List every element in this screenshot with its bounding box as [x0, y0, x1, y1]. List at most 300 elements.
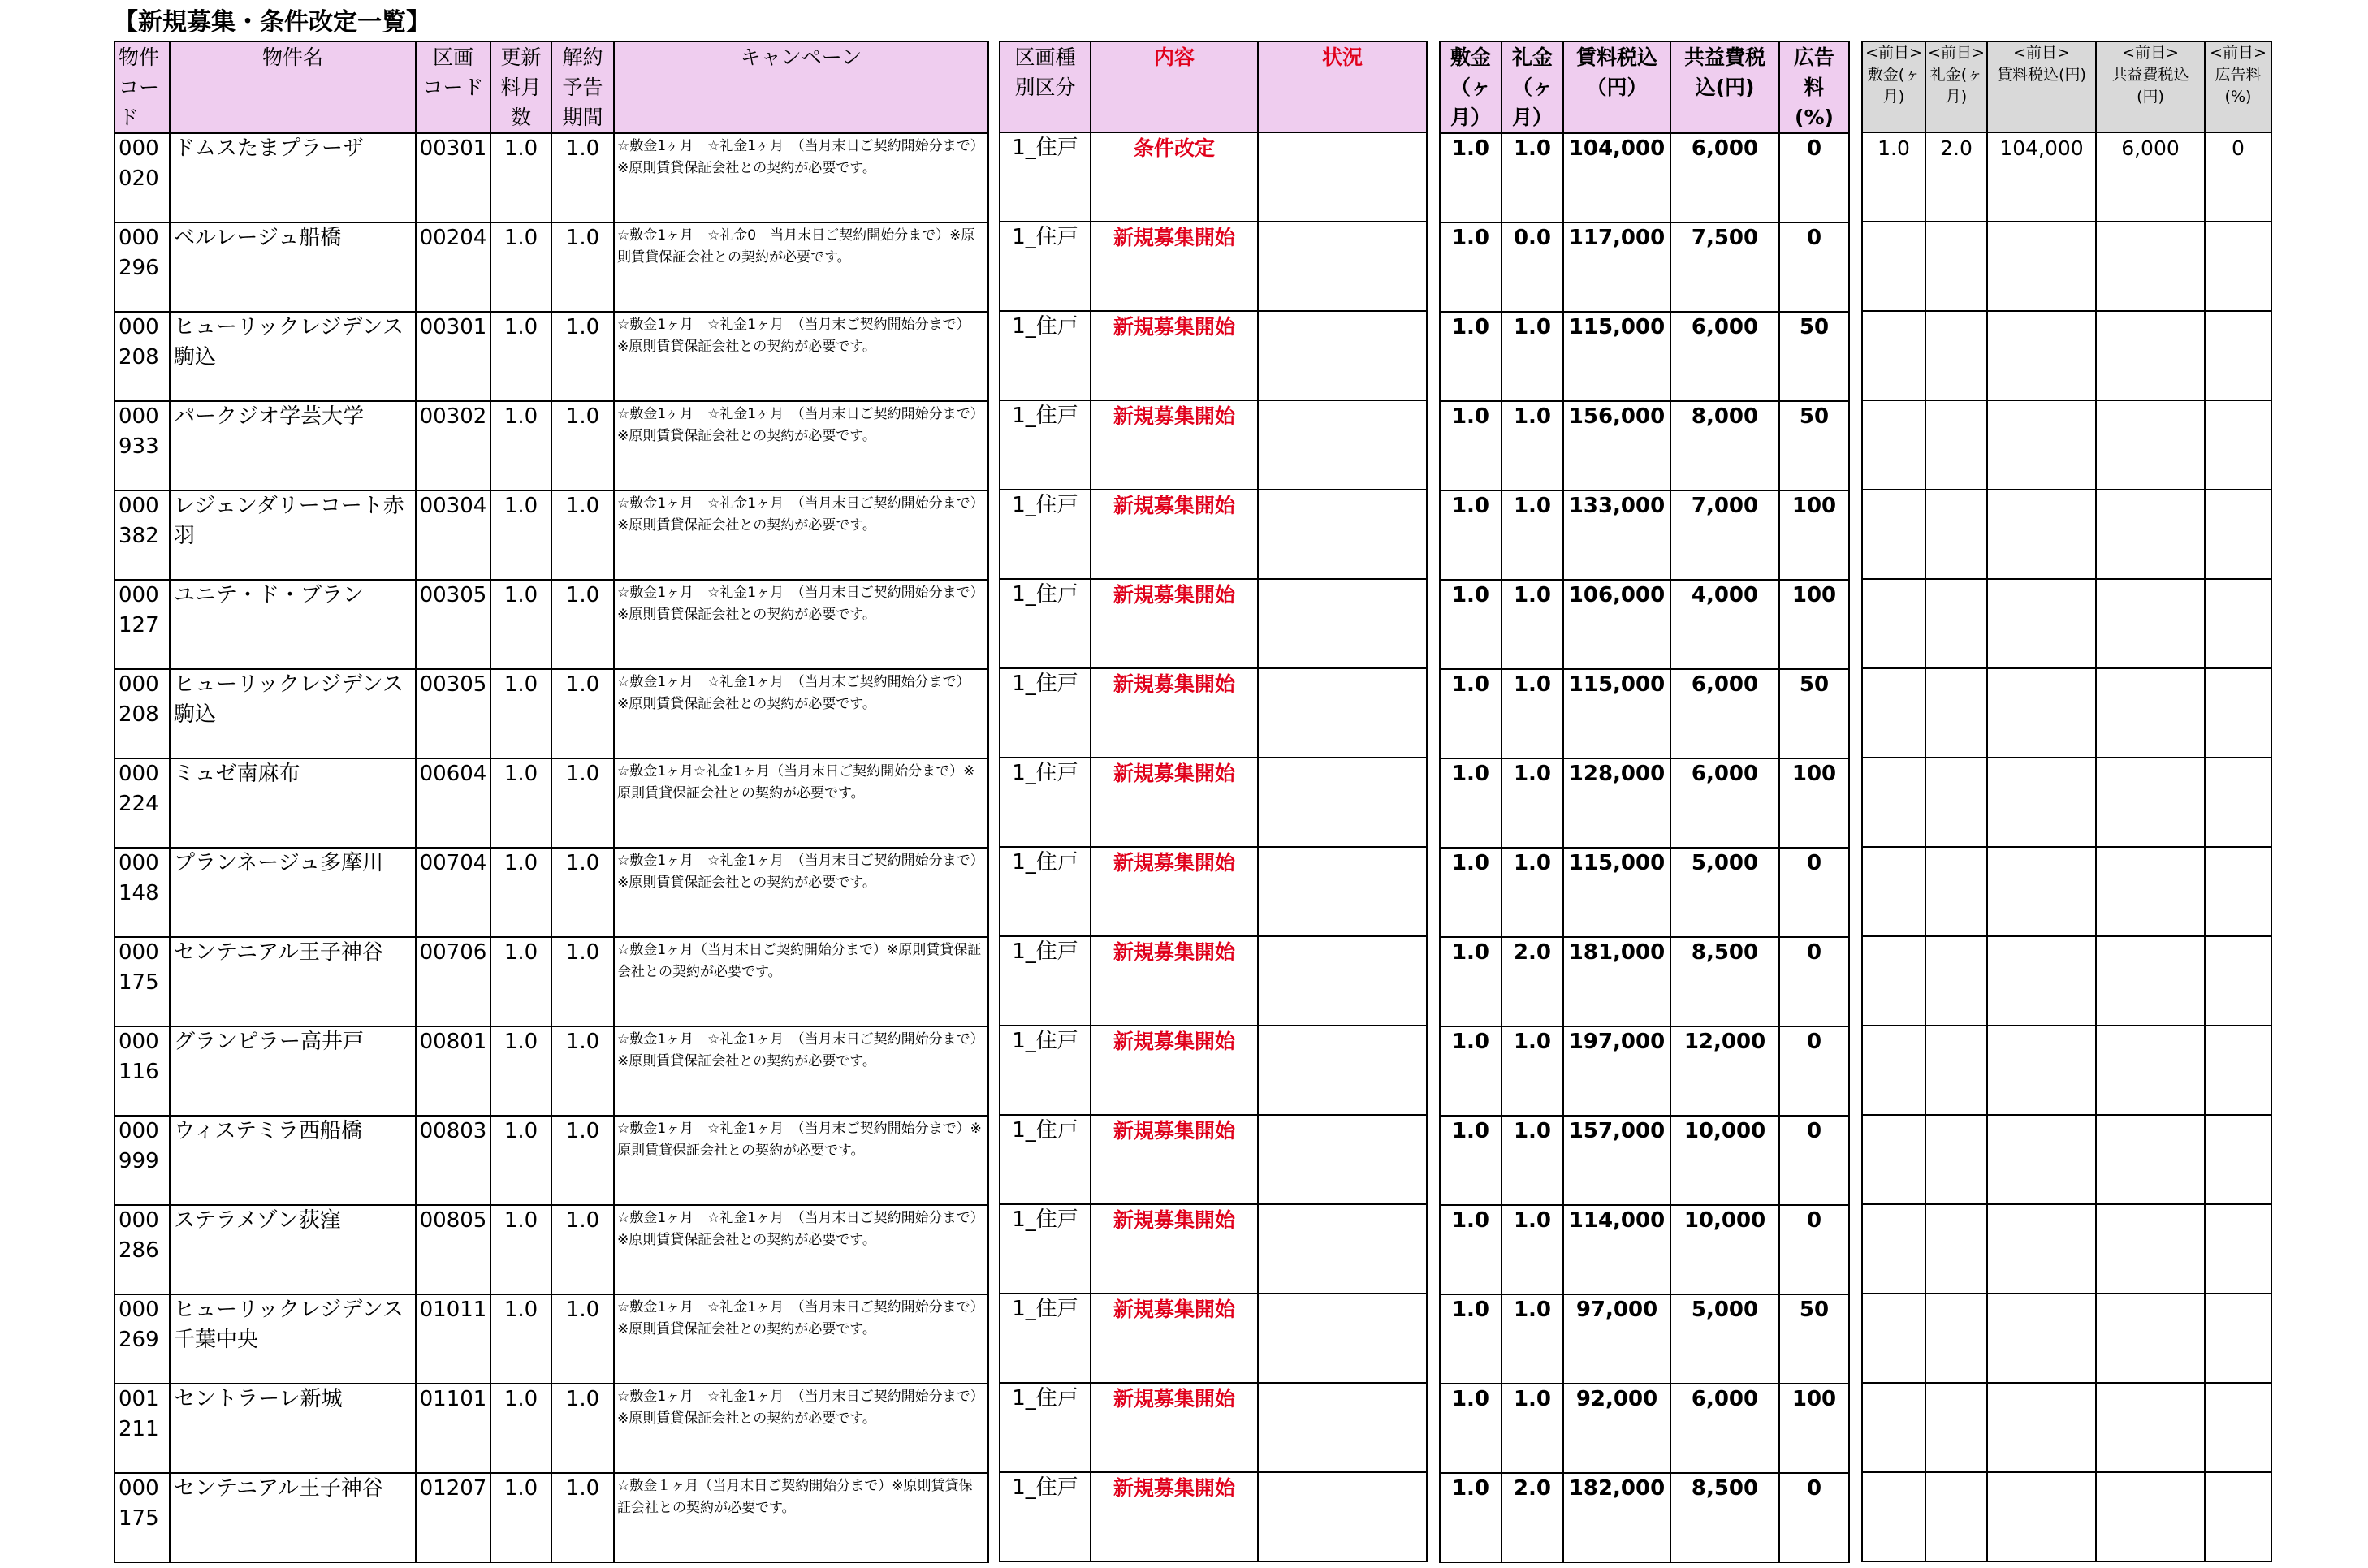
content-cell: 新規募集開始 [1091, 222, 1258, 311]
campaign-cell: ☆敷金1ヶ月 ☆礼金1ヶ月 （当月末ご契約開始分まで） ※原則賃貸保証会社との契約が必要です。 [614, 312, 988, 401]
property-code-cell: 000 020 [115, 133, 170, 222]
content-cell: 新規募集開始 [1091, 400, 1258, 490]
property-name-cell: ミュゼ南麻布 [170, 758, 416, 848]
section-code-cell: 00305 [416, 669, 490, 758]
header-prev-ad: <前日> 広告料 (%) [2205, 41, 2271, 132]
status-cell [1258, 1383, 1427, 1472]
content-cell: 新規募集開始 [1091, 1115, 1258, 1204]
table-row [115, 1294, 988, 1384]
property-name-cell: プランネージュ多摩川 [170, 848, 416, 937]
prev-key-money-cell [1925, 579, 1987, 668]
key-money-cell: 1.0 [1502, 758, 1563, 848]
prev-rent-cell [1987, 311, 2096, 400]
table-row [1862, 1115, 2271, 1204]
notice-period-cell: 1.0 [551, 669, 614, 758]
prev-common-fee-cell [2096, 668, 2205, 758]
header-key-money: 礼金 （ヶ 月） [1502, 41, 1563, 133]
header-notice: 解約 予告 期間 [551, 41, 614, 133]
deposit-cell: 1.0 [1440, 1294, 1502, 1384]
table-row [115, 490, 988, 580]
section-type-cell: 1_住戸 [1000, 847, 1091, 936]
section-type-cell: 1_住戸 [1000, 1026, 1091, 1115]
key-money-cell: 1.0 [1502, 490, 1563, 580]
header-status: 状況 [1258, 41, 1427, 132]
property-code-cell: 000 296 [115, 222, 170, 312]
prev-common-fee-cell [2096, 1115, 2205, 1204]
table-row [1862, 400, 2271, 490]
header-section-type: 区画種 別区分 [1000, 41, 1091, 132]
status-cell [1258, 1204, 1427, 1294]
property-name-cell: パークジオ学芸大学 [170, 401, 416, 490]
prev-deposit-cell [1862, 847, 1925, 936]
table-row [1862, 579, 2271, 668]
ad-fee-cell: 50 [1779, 669, 1849, 758]
status-cell [1258, 132, 1427, 222]
table-row [1000, 490, 1427, 579]
notice-period-cell: 1.0 [551, 1384, 614, 1473]
key-money-cell: 1.0 [1502, 133, 1563, 222]
renewal-months-cell: 1.0 [490, 1294, 551, 1384]
section-code-cell: 00301 [416, 133, 490, 222]
property-code-cell: 000 208 [115, 312, 170, 401]
prev-rent-cell [1987, 758, 2096, 847]
key-money-cell: 1.0 [1502, 312, 1563, 401]
common-fee-cell: 5,000 [1670, 848, 1779, 937]
notice-period-cell: 1.0 [551, 1026, 614, 1116]
prev-deposit-cell [1862, 579, 1925, 668]
status-cell [1258, 1115, 1427, 1204]
section-type-cell: 1_住戸 [1000, 936, 1091, 1026]
content-cell: 新規募集開始 [1091, 1472, 1258, 1562]
common-fee-cell: 8,500 [1670, 937, 1779, 1026]
table-row [1440, 848, 1849, 937]
property-code-cell: 000 933 [115, 401, 170, 490]
prev-key-money-cell [1925, 1472, 1987, 1562]
prev-common-fee-cell [2096, 847, 2205, 936]
prev-ad-fee-cell [2205, 668, 2271, 758]
prev-ad-fee-cell [2205, 1115, 2271, 1204]
table-row [1000, 1204, 1427, 1294]
rent-cell: 115,000 [1563, 669, 1670, 758]
content-cell: 新規募集開始 [1091, 1383, 1258, 1472]
table-row [1000, 1383, 1427, 1472]
common-fee-cell: 12,000 [1670, 1026, 1779, 1116]
property-code-cell: 000 208 [115, 669, 170, 758]
property-name-cell: セントラーレ新城 [170, 1384, 416, 1473]
prev-deposit-cell [1862, 758, 1925, 847]
ad-fee-cell: 0 [1779, 133, 1849, 222]
section-code-cell: 00301 [416, 312, 490, 401]
notice-period-cell: 1.0 [551, 848, 614, 937]
section-type-cell: 1_住戸 [1000, 1115, 1091, 1204]
prev-common-fee-cell [2096, 1204, 2205, 1294]
renewal-months-cell: 1.0 [490, 758, 551, 848]
key-money-cell: 1.0 [1502, 1294, 1563, 1384]
table-row [1000, 1026, 1427, 1115]
header-section-code: 区画 コード [416, 41, 490, 133]
section-code-cell: 01011 [416, 1294, 490, 1384]
content-cell: 新規募集開始 [1091, 1026, 1258, 1115]
content-cell: 新規募集開始 [1091, 490, 1258, 579]
deposit-cell: 1.0 [1440, 401, 1502, 490]
property-code-cell: 001 211 [115, 1384, 170, 1473]
prev-key-money-cell [1925, 400, 1987, 490]
content-cell: 新規募集開始 [1091, 936, 1258, 1026]
key-money-cell: 1.0 [1502, 401, 1563, 490]
prev-rent-cell [1987, 847, 2096, 936]
header-row [1440, 41, 1849, 133]
section-code-cell: 00706 [416, 937, 490, 1026]
key-money-cell: 1.0 [1502, 1026, 1563, 1116]
table-row [115, 580, 988, 669]
table-row [115, 1116, 988, 1205]
common-fee-cell: 7,000 [1670, 490, 1779, 580]
prev-deposit-cell [1862, 400, 1925, 490]
table-row [1440, 1294, 1849, 1384]
header-prev-rent: <前日> 賃料税込(円) [1987, 41, 2096, 132]
section-code-cell: 00204 [416, 222, 490, 312]
campaign-cell: ☆敷金1ヶ月 ☆礼金1ヶ月 （当月末日ご契約開始分まで） ※原則賃貸保証会社との契約が必要です。 [614, 1294, 988, 1384]
table-row [1440, 312, 1849, 401]
renewal-months-cell: 1.0 [490, 937, 551, 1026]
ad-fee-cell: 50 [1779, 401, 1849, 490]
section-type-cell: 1_住戸 [1000, 490, 1091, 579]
ad-fee-cell: 50 [1779, 1294, 1849, 1384]
table-row [1440, 133, 1849, 222]
key-money-cell: 0.0 [1502, 222, 1563, 312]
prev-key-money-cell: 2.0 [1925, 132, 1987, 222]
renewal-months-cell: 1.0 [490, 490, 551, 580]
table-row [1440, 490, 1849, 580]
common-fee-cell: 8,500 [1670, 1473, 1779, 1562]
prev-rent-cell [1987, 1294, 2096, 1383]
table-row [1862, 668, 2271, 758]
campaign-cell: ☆敷金1ヶ月 ☆礼金1ヶ月 （当月末ご契約開始分まで）※原則賃貸保証会社との契約が必要です。 [614, 1116, 988, 1205]
deposit-cell: 1.0 [1440, 1116, 1502, 1205]
prev-key-money-cell [1925, 222, 1987, 311]
prev-deposit-cell [1862, 1383, 1925, 1472]
table-row [1440, 758, 1849, 848]
renewal-months-cell: 1.0 [490, 580, 551, 669]
rent-cell: 115,000 [1563, 848, 1670, 937]
notice-period-cell: 1.0 [551, 222, 614, 312]
property-name-cell: センテニアル王子神谷 [170, 1473, 416, 1562]
notice-period-cell: 1.0 [551, 490, 614, 580]
table-row [1000, 668, 1427, 758]
property-code-cell: 000 286 [115, 1205, 170, 1294]
section-type-cell: 1_住戸 [1000, 1294, 1091, 1383]
prev-rent-cell [1987, 1204, 2096, 1294]
content-cell: 新規募集開始 [1091, 311, 1258, 400]
status-cell [1258, 1026, 1427, 1115]
prev-ad-fee-cell [2205, 758, 2271, 847]
table-row [1862, 758, 2271, 847]
property-code-cell: 000 382 [115, 490, 170, 580]
table-row [1862, 132, 2271, 222]
common-fee-cell: 10,000 [1670, 1205, 1779, 1294]
common-fee-cell: 4,000 [1670, 580, 1779, 669]
table-row [1440, 1473, 1849, 1562]
deposit-cell: 1.0 [1440, 848, 1502, 937]
campaign-cell: ☆敷金1ヶ月 ☆礼金1ヶ月 （当月末ご契約開始分まで） ※原則賃貸保証会社との契約が必要です。 [614, 669, 988, 758]
prev-common-fee-cell [2096, 579, 2205, 668]
prev-deposit-cell [1862, 1115, 1925, 1204]
header-common: 共益費税 込(円) [1670, 41, 1779, 133]
common-fee-cell: 6,000 [1670, 669, 1779, 758]
rent-cell: 128,000 [1563, 758, 1670, 848]
section-code-cell: 00305 [416, 580, 490, 669]
header-deposit: 敷金 （ヶ 月） [1440, 41, 1502, 133]
notice-period-cell: 1.0 [551, 312, 614, 401]
notice-period-cell: 1.0 [551, 758, 614, 848]
common-fee-cell: 8,000 [1670, 401, 1779, 490]
header-row [1862, 41, 2271, 132]
rent-cell: 97,000 [1563, 1294, 1670, 1384]
property-code-cell: 000 127 [115, 580, 170, 669]
prev-ad-fee-cell [2205, 936, 2271, 1026]
rent-cell: 197,000 [1563, 1026, 1670, 1116]
prev-deposit-cell [1862, 668, 1925, 758]
section-code-cell: 01101 [416, 1384, 490, 1473]
prev-key-money-cell [1925, 1026, 1987, 1115]
notice-period-cell: 1.0 [551, 937, 614, 1026]
status-cell [1258, 936, 1427, 1026]
property-code-cell: 000 148 [115, 848, 170, 937]
table-row [115, 1026, 988, 1116]
prev-ad-fee-cell [2205, 311, 2271, 400]
property-code-cell: 000 269 [115, 1294, 170, 1384]
property-name-cell: ステラメゾン荻窪 [170, 1205, 416, 1294]
prev-deposit-cell [1862, 1294, 1925, 1383]
table-row [115, 669, 988, 758]
section-code-cell: 00304 [416, 490, 490, 580]
key-money-cell: 1.0 [1502, 848, 1563, 937]
page-title: 【新規募集・条件改定一覧】 [114, 8, 430, 37]
ad-fee-cell: 50 [1779, 312, 1849, 401]
renewal-months-cell: 1.0 [490, 312, 551, 401]
status-cell [1258, 1472, 1427, 1562]
header-row [1000, 41, 1427, 132]
prev-common-fee-cell [2096, 1026, 2205, 1115]
property-name-cell: ヒューリックレジデンス駒込 [170, 669, 416, 758]
prev-rent-cell [1987, 668, 2096, 758]
content-cell: 条件改定 [1091, 132, 1258, 222]
deposit-cell: 1.0 [1440, 312, 1502, 401]
prev-key-money-cell [1925, 1294, 1987, 1383]
section-type-cell: 1_住戸 [1000, 1383, 1091, 1472]
prev-rent-cell [1987, 1115, 2096, 1204]
table-row [1862, 490, 2271, 579]
content-cell: 新規募集開始 [1091, 758, 1258, 847]
ad-fee-cell: 0 [1779, 848, 1849, 937]
renewal-months-cell: 1.0 [490, 1026, 551, 1116]
prev-rent-cell [1987, 490, 2096, 579]
deposit-cell: 1.0 [1440, 222, 1502, 312]
renewal-months-cell: 1.0 [490, 222, 551, 312]
property-code-cell: 000 999 [115, 1116, 170, 1205]
status-table [999, 41, 1428, 1562]
renewal-months-cell: 1.0 [490, 1205, 551, 1294]
rent-cell: 114,000 [1563, 1205, 1670, 1294]
table-row [115, 848, 988, 937]
section-type-cell: 1_住戸 [1000, 1472, 1091, 1562]
table-row [1000, 222, 1427, 311]
section-type-cell: 1_住戸 [1000, 579, 1091, 668]
common-fee-cell: 6,000 [1670, 758, 1779, 848]
renewal-months-cell: 1.0 [490, 1473, 551, 1562]
prev-deposit-cell [1862, 1472, 1925, 1562]
section-code-cell: 00302 [416, 401, 490, 490]
status-cell [1258, 490, 1427, 579]
table-row [1440, 1026, 1849, 1116]
campaign-cell: ☆敷金1ヶ月☆礼金1ヶ月（当月末日ご契約開始分まで）※原則賃貸保証会社との契約が必要です。 [614, 758, 988, 848]
rent-cell: 182,000 [1563, 1473, 1670, 1562]
prev-key-money-cell [1925, 1383, 1987, 1472]
table-row [1000, 311, 1427, 400]
header-row [115, 41, 988, 133]
key-money-cell: 1.0 [1502, 669, 1563, 758]
table-row [1440, 1116, 1849, 1205]
prev-key-money-cell [1925, 1115, 1987, 1204]
table-row [1862, 847, 2271, 936]
rent-cell: 181,000 [1563, 937, 1670, 1026]
section-type-cell: 1_住戸 [1000, 1204, 1091, 1294]
ad-fee-cell: 100 [1779, 1384, 1849, 1473]
renewal-months-cell: 1.0 [490, 669, 551, 758]
notice-period-cell: 1.0 [551, 1294, 614, 1384]
common-fee-cell: 7,500 [1670, 222, 1779, 312]
section-code-cell: 01207 [416, 1473, 490, 1562]
table-row [115, 312, 988, 401]
ad-fee-cell: 0 [1779, 222, 1849, 312]
notice-period-cell: 1.0 [551, 1116, 614, 1205]
prev-common-fee-cell [2096, 400, 2205, 490]
renewal-months-cell: 1.0 [490, 1116, 551, 1205]
header-prev-deposit: <前日> 敷金(ヶ 月) [1862, 41, 1925, 132]
section-type-cell: 1_住戸 [1000, 668, 1091, 758]
campaign-cell: ☆敷金1ヶ月 ☆礼金1ヶ月 （当月末日ご契約開始分まで） ※原則賃貸保証会社との契約が必要です。 [614, 133, 988, 222]
campaign-cell: ☆敷金１ヶ月（当月末日ご契約開始分まで）※原則賃貸保証会社との契約が必要です。 [614, 1473, 988, 1562]
table-row [1000, 132, 1427, 222]
deposit-cell: 1.0 [1440, 1384, 1502, 1473]
status-cell [1258, 1294, 1427, 1383]
table-row [115, 1384, 988, 1473]
table-row [1000, 579, 1427, 668]
table-row [1862, 1026, 2271, 1115]
header-prev-common: <前日> 共益費税込 (円) [2096, 41, 2205, 132]
prev-ad-fee-cell [2205, 579, 2271, 668]
ad-fee-cell: 100 [1779, 490, 1849, 580]
rent-cell: 117,000 [1563, 222, 1670, 312]
notice-period-cell: 1.0 [551, 401, 614, 490]
header-prev-key-money: <前日> 礼金(ヶ 月) [1925, 41, 1987, 132]
table-row [1440, 937, 1849, 1026]
prev-deposit-cell [1862, 222, 1925, 311]
property-code-cell: 000 224 [115, 758, 170, 848]
property-code-cell: 000 116 [115, 1026, 170, 1116]
prev-rent-cell [1987, 1383, 2096, 1472]
prev-deposit-cell [1862, 1026, 1925, 1115]
prev-common-fee-cell: 6,000 [2096, 132, 2205, 222]
property-code-cell: 000 175 [115, 937, 170, 1026]
campaign-cell: ☆敷金1ヶ月（当月末日ご契約開始分まで）※原則賃貸保証会社との契約が必要です。 [614, 937, 988, 1026]
common-fee-cell: 6,000 [1670, 312, 1779, 401]
status-cell [1258, 400, 1427, 490]
table-row [1862, 1383, 2271, 1472]
deposit-cell: 1.0 [1440, 937, 1502, 1026]
table-row [1862, 1294, 2271, 1383]
table-row [1000, 1472, 1427, 1562]
table-row [1440, 1205, 1849, 1294]
table-row [1862, 311, 2271, 400]
ad-fee-cell: 100 [1779, 758, 1849, 848]
key-money-cell: 2.0 [1502, 1473, 1563, 1562]
table-row [1440, 1384, 1849, 1473]
header-content: 内容 [1091, 41, 1258, 132]
header-name: 物件名 [170, 41, 416, 133]
prev-rent-cell [1987, 936, 2096, 1026]
prev-key-money-cell [1925, 668, 1987, 758]
header-renewal: 更新 料月 数 [490, 41, 551, 133]
prev-common-fee-cell [2096, 936, 2205, 1026]
previous-day-table [1861, 41, 2272, 1562]
common-fee-cell: 6,000 [1670, 133, 1779, 222]
section-type-cell: 1_住戸 [1000, 400, 1091, 490]
table-row [115, 401, 988, 490]
key-money-cell: 1.0 [1502, 1116, 1563, 1205]
deposit-cell: 1.0 [1440, 758, 1502, 848]
section-type-cell: 1_住戸 [1000, 311, 1091, 400]
rent-cell: 106,000 [1563, 580, 1670, 669]
property-name-cell: ベルレージュ船橋 [170, 222, 416, 312]
table-row [1862, 1472, 2271, 1562]
property-name-cell: ドムスたまプラーザ [170, 133, 416, 222]
table-row [115, 222, 988, 312]
header-ad: 広告 料 (%) [1779, 41, 1849, 133]
section-code-cell: 00604 [416, 758, 490, 848]
table-row [1000, 847, 1427, 936]
prev-common-fee-cell [2096, 222, 2205, 311]
prev-ad-fee-cell [2205, 847, 2271, 936]
ad-fee-cell: 0 [1779, 937, 1849, 1026]
section-type-cell: 1_住戸 [1000, 222, 1091, 311]
prev-deposit-cell [1862, 1204, 1925, 1294]
section-code-cell: 00803 [416, 1116, 490, 1205]
common-fee-cell: 5,000 [1670, 1294, 1779, 1384]
table-row [115, 758, 988, 848]
prev-key-money-cell [1925, 490, 1987, 579]
property-name-cell: センテニアル王子神谷 [170, 937, 416, 1026]
rent-cell: 133,000 [1563, 490, 1670, 580]
prev-ad-fee-cell [2205, 400, 2271, 490]
renewal-months-cell: 1.0 [490, 133, 551, 222]
content-cell: 新規募集開始 [1091, 579, 1258, 668]
header-code: 物件 コード [115, 41, 170, 133]
status-cell [1258, 847, 1427, 936]
section-code-cell: 00704 [416, 848, 490, 937]
key-money-cell: 1.0 [1502, 1205, 1563, 1294]
table-row [1862, 222, 2271, 311]
ad-fee-cell: 100 [1779, 580, 1849, 669]
table-row [1000, 758, 1427, 847]
deposit-cell: 1.0 [1440, 1473, 1502, 1562]
notice-period-cell: 1.0 [551, 1205, 614, 1294]
status-cell [1258, 579, 1427, 668]
deposit-cell: 1.0 [1440, 133, 1502, 222]
campaign-cell: ☆敷金1ヶ月 ☆礼金1ヶ月 （当月末日ご契約開始分まで） ※原則賃貸保証会社との契約が必要です。 [614, 490, 988, 580]
prev-key-money-cell [1925, 847, 1987, 936]
prev-ad-fee-cell [2205, 1204, 2271, 1294]
